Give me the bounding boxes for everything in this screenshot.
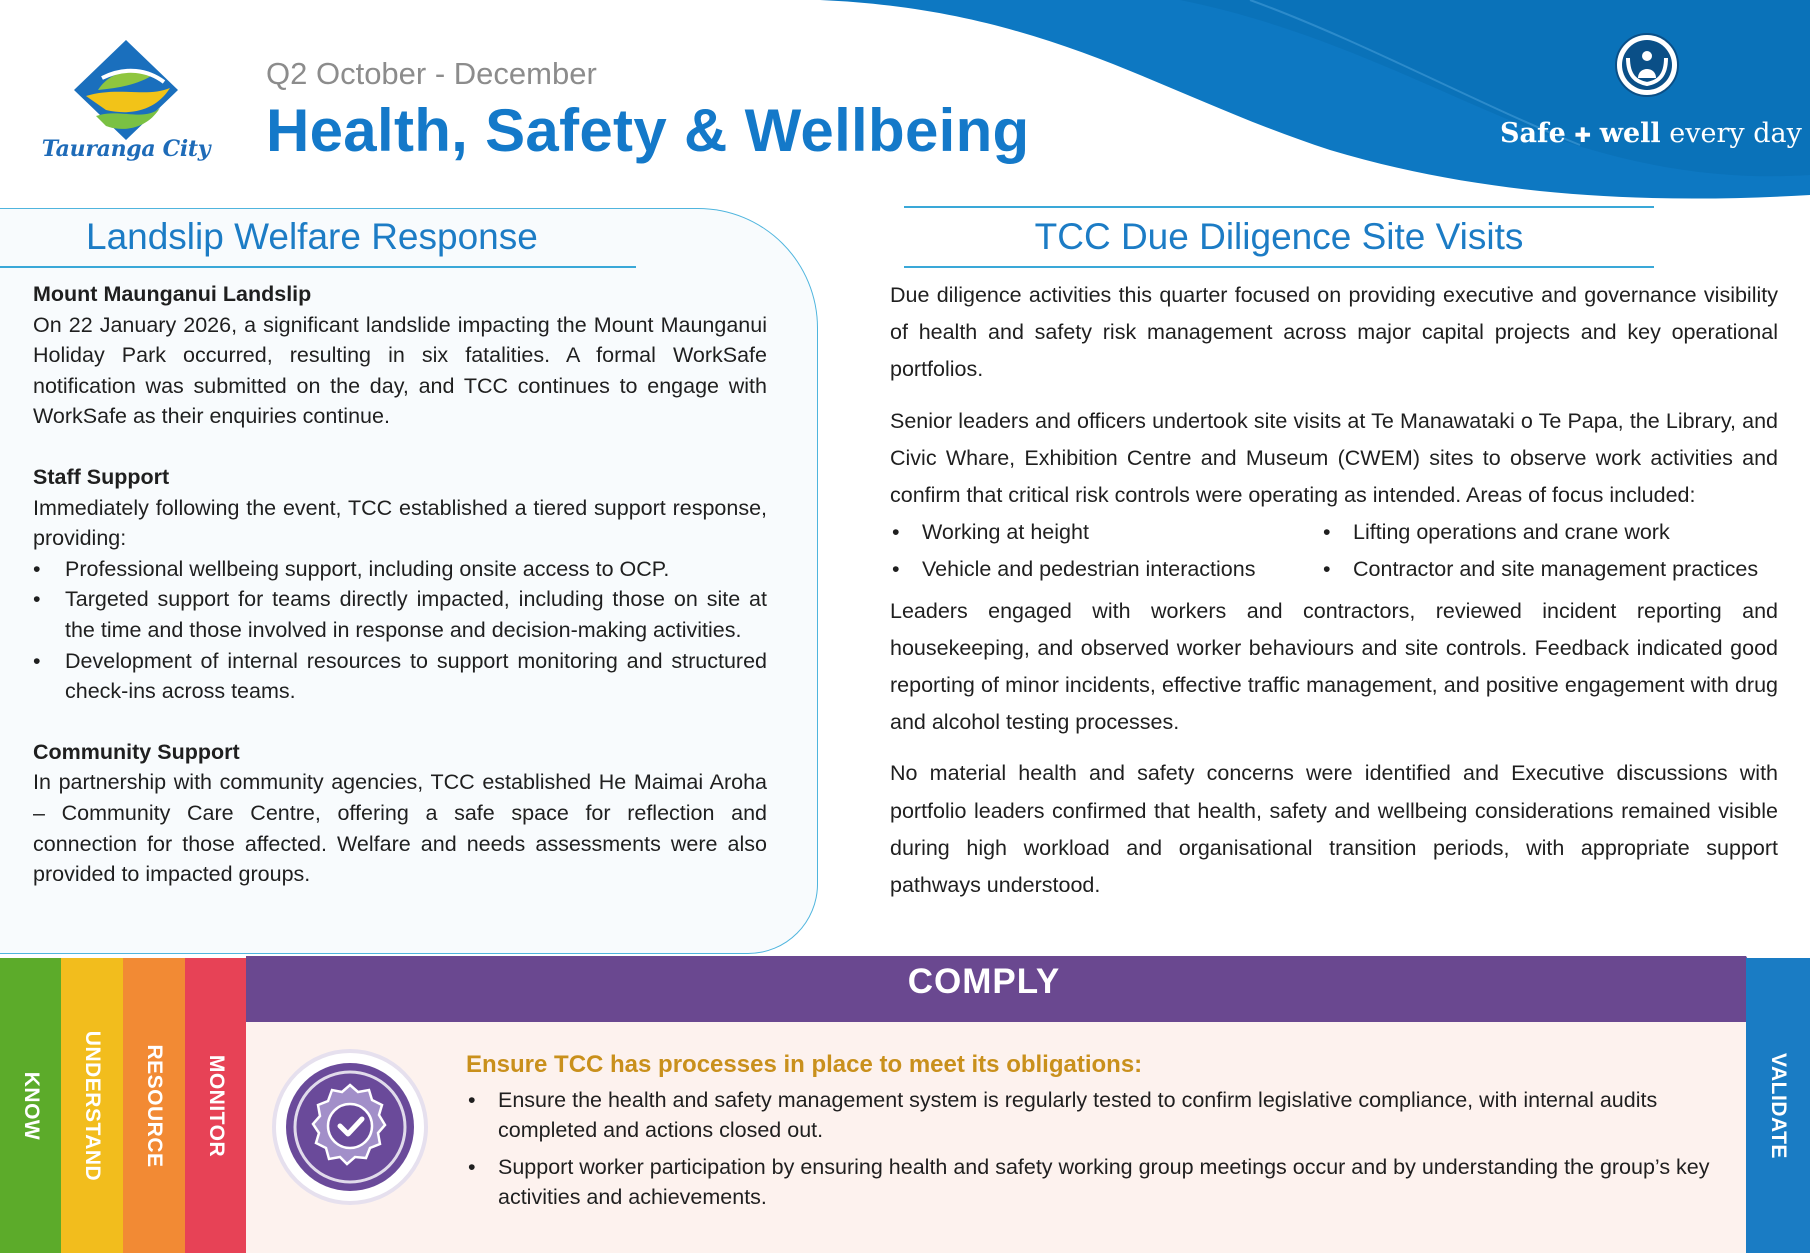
paragraph: In partnership with community agencies, TCC established He Maimai Aroha – Community Care Centre, offering a safe space for reflection and connection for those affected. Welfare and needs assessments were also provided to impacted groups. <box>33 770 767 887</box>
section-heading: Mount Maunganui Landslip <box>33 282 312 306</box>
left-title-rule <box>0 266 636 268</box>
checkmark-badge-icon <box>270 1047 430 1217</box>
list-item: • Ensure the health and safety management system is regularly tested to confirm legislative compliance, with internal audits completed and actions closed out. <box>466 1086 1736 1145</box>
bullet-list <box>33 554 767 707</box>
paragraph: No material health and safety concerns were identified and Executive discussions with portfolio leaders confirmed that health, safety and wellbeing considerations remained visible during high workload and organisational transition periods, with appropriate support pathways understood. <box>890 761 1778 898</box>
list-item: • Vehicle and pedestrian interactions <box>890 551 1321 588</box>
right-title-rule <box>904 266 1654 268</box>
tagline-rest: every day <box>1660 118 1802 149</box>
focus-areas-list <box>890 514 1778 588</box>
section-heading: Community Support <box>33 739 240 764</box>
right-section-title: TCC Due Diligence Site Visits <box>1034 216 1524 257</box>
logo-text: Tauranga City <box>41 136 211 162</box>
stripe-monitor <box>185 958 247 1253</box>
people-hands-icon <box>1614 32 1680 98</box>
right-top-rule <box>904 206 1654 208</box>
stripe-label: VALIDATE <box>1767 1052 1790 1159</box>
list-item: • Contractor and site management practices <box>1321 551 1778 588</box>
section-heading: Staff Support <box>33 464 170 489</box>
page-title: Health, Safety & Wellbeing <box>266 97 1030 164</box>
list-item: • Working at height <box>890 514 1321 551</box>
tagline-well: well <box>1599 118 1661 149</box>
list-item: • Professional wellbeing support, including onsite access to OCP. <box>33 554 767 585</box>
tagline-safe: Safe <box>1500 118 1566 149</box>
list-item: • Development of internal resources to support monitoring and structured check-ins across teams. <box>33 646 767 707</box>
paragraph: Due diligence activities this quarter focused on providing executive and governance visibility of health and safety risk management across major capital projects and key operational portfolios. <box>890 283 1778 382</box>
left-content <box>33 279 767 890</box>
stripe-validate <box>1746 958 1810 1253</box>
comply-bullet-list <box>466 1086 1736 1220</box>
right-content <box>890 277 1778 918</box>
stripe-label: MONITOR <box>205 1054 228 1157</box>
comply-heading: Ensure TCC has processes in place to meet its obligations: <box>466 1051 1143 1078</box>
paragraph: Immediately following the event, TCC established a tiered support response, providing: <box>33 495 767 551</box>
paragraph: On 22 January 2026, a significant landslide impacting the Mount Maunganui Holiday Park occurred, resulting in six fatalities. A formal WorkSafe notification was submitted on the day, and TCC continues to engage with WorkSafe as their enquiries continue. <box>33 312 767 429</box>
list-item: • Targeted support for teams directly impacted, including those on site at the time and those involved in response and decision-making activities. <box>33 584 767 645</box>
plus-icon: ✚ <box>1574 123 1592 147</box>
stripe-label: KNOW <box>20 1071 43 1140</box>
stripe-label: UNDERSTAND <box>81 1030 104 1181</box>
paragraph: Leaders engaged with workers and contractors, reviewed incident reporting and housekeeping, and observed worker behaviours and site controls. Feedback indicated good reporting of minor incidents, effective traffic management, and positive engagement with drug and alcohol testing processes. <box>890 598 1778 735</box>
quarter-label: Q2 October - December <box>266 56 597 91</box>
stripe-understand <box>61 958 123 1253</box>
stripe-know <box>0 958 62 1253</box>
safe-well-tagline <box>1500 118 1802 149</box>
stripe-resource <box>123 958 185 1253</box>
paragraph: Senior leaders and officers undertook site visits at Te Manawataki o Te Papa, the Library, and Civic Whare, Exhibition Centre and Museum (CWEM) sites to observe work activities and confirm that critical risk controls were operating as intended. Areas of focus included: <box>890 408 1778 508</box>
left-section-title: Landslip Welfare Response <box>86 216 538 257</box>
list-item: • Support worker participation by ensuring health and safety working group meetings occur and by understanding the group’s key activities and achievements. <box>466 1153 1736 1212</box>
comply-label: COMPLY <box>907 962 1061 1001</box>
list-item: • Lifting operations and crane work <box>1321 514 1778 551</box>
stripe-label: RESOURCE <box>143 1043 166 1168</box>
